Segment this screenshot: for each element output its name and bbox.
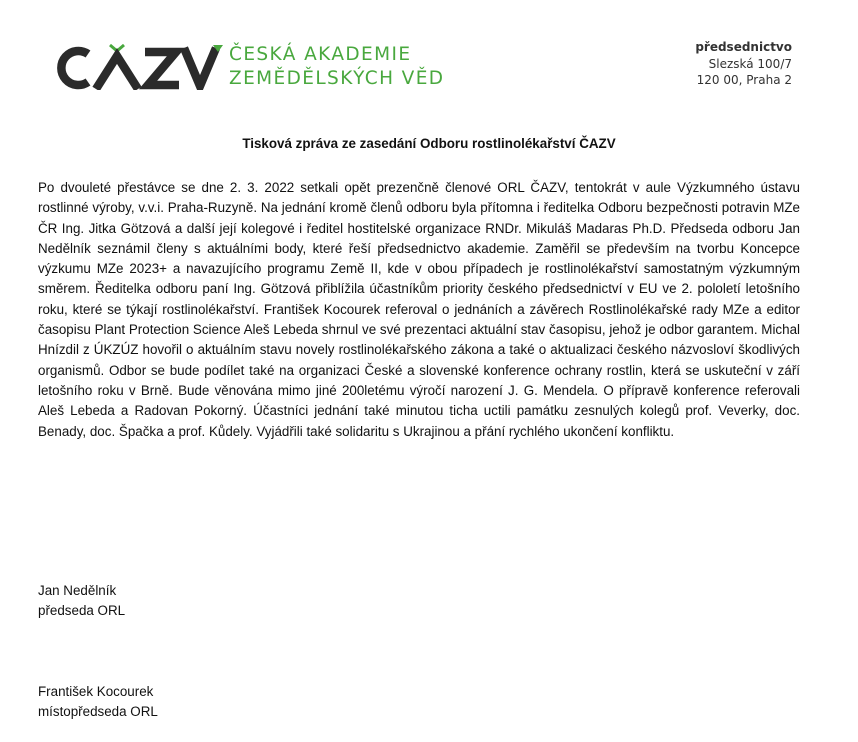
document-body: Po dvouleté přestávce se dne 2. 3. 2022 setkali opět prezenčně členové ORL ČAZV, tentokrát v aule Výzkumného ústavu rostlinné výroby, v.v.i. Praha-Ruzyně. Na jednání kromě členů odboru byla přítomna i ředitelka Odboru bezpečnosti potravin MZe ČR Ing. Jitka Götzová a další její kolegové i ředitel hostitelské organizace RNDr. Mikuláš Madaras Ph.D. Předseda odboru Jan Nedělník seznámil členy s aktuálními body, které řeší předsednictvo akademie. Zaměřil se především na tvorbu Koncepce výzkumu MZe 2023+ a navazujícího programu Země II, kde v obou případech je rostlinolékařství samostatným výzkumným směrem. Ředitelka odboru paní Ing. Götzová přiblížila účastníkům priority českého předsednictví v EU ve 2. pololetí letošního roku, které se týkají rostlinolékařství. František Kocourek referoval o jednáních a závěrech Rostlinolékařské rady MZe a editor časopisu Plant Protection Science Aleš Lebeda shrnul ve své prezentaci aktuální stav časopisu, jehož je odbor garantem. Michal Hnízdil z ÚKZÚZ hovořil o aktuálním stavu novely rostlinolékařského zákona a také o aktualizaci českého názvosloví škodlivých organismů. Odbor se bude podílet také na organizaci České a slovenské konference ochrany rostlin, která se uskuteční v září letošního roku v Brně. Bude věnována mimo jiné 200letému výročí narození J. G. Mendela. O přípravě konference referovali Aleš Lebeda a Radovan Pokorný. Účastníci jednání také minutou ticha uctili památku zesnulých kolegů prof. Veverky, doc. Benady, doc. Špačka a prof. Kůdely. Vyjádřili také solidaritu s Ukrajinou a přání rychlého ukončení konfliktu. [38,180,800,439]
org-name-line2: ZEMĚDĚLSKÝCH VĚD [229,68,445,89]
logo-letter-a [96,56,138,89]
logo-letter-c [61,51,88,85]
address-street: Slezská 100/7 [708,56,792,71]
cazv-logo [56,44,226,90]
signature-role: předseda ORL [38,603,126,618]
address-block [695,39,792,89]
org-name [229,43,444,91]
logo-letter-v [184,48,216,86]
address-org: předsednictvo [695,40,792,54]
document-title: Tisková zpráva ze zasedání Odboru rostlinolékařství ČAZV [242,136,616,151]
letterhead [0,0,858,110]
signature-vice-chair [38,682,158,722]
org-name-line1: ČESKÁ AKADEMIE [229,44,412,65]
signature-role: místopředseda ORL [38,704,158,719]
address-city: 120 00, Praha 2 [696,73,792,87]
signature-name: František Kocourek [38,684,154,699]
signature-chair [38,581,125,621]
signature-name: Jan Nedělník [38,583,117,598]
logo-letter-z [145,52,179,85]
